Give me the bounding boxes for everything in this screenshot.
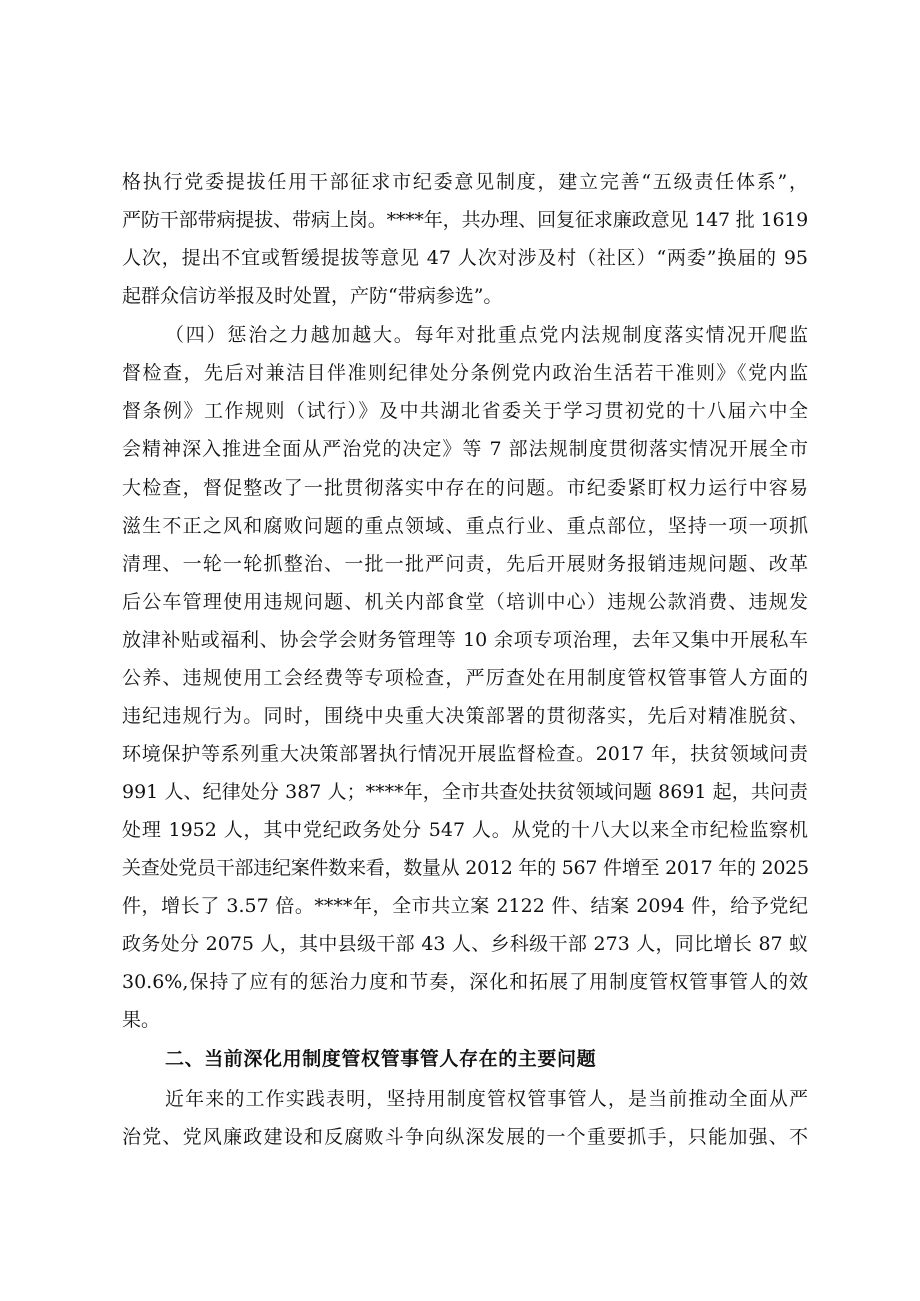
paragraph-line: 991 人、纪律处分 387 人；****年，全市共查处扶贫领域问题 8691 起，共问责 xyxy=(122,781,808,803)
paragraph-line: 督检查，先后对兼洁目伴准则纪律处分条例党内政治生活若干准则》《党内监 xyxy=(122,362,808,384)
paragraph-line: 件，增长了 3.57 倍。****年，全市共立案 2122 件、结案 2094 件，给予党纪 xyxy=(122,895,808,917)
paragraph-line: 果。 xyxy=(122,1009,161,1031)
paragraph-line: 关查处党员干部违纪案件数来看，数量从 2012 年的 567 件增至 2017 年的 2025 xyxy=(122,857,809,879)
paragraph-line: 违纪违规行为。同时，围绕中央重大决策部署的贯彻落实，先后对精准脱贫、 xyxy=(122,705,808,727)
paragraph-line: 30.6%,保持了应有的惩治力度和节奏，深化和拓展了用制度管权管事管人的效 xyxy=(122,971,808,993)
paragraph-line: 处理 1952 人，其中党纪政务处分 547 人。从党的十八大以来全市纪检监察机 xyxy=(122,819,808,841)
paragraph-line: 人次，提出不宜或暂缓提拔等意见 47 人次对涉及村（社区）“两委”换届的 95 xyxy=(122,247,808,269)
paragraph-line: 后公车管理使用违规问题、机关内部食堂（培训中心）违规公款消费、违规发 xyxy=(122,591,808,613)
paragraph-line: 治党、党风廉政建设和反腐败斗争向纵深发展的一个重要抓手，只能加强、不 xyxy=(122,1126,808,1148)
paragraph-line: （四）惩治之力越加越大。每年对批重点党内法规制度落实情况开爬监 xyxy=(165,324,808,346)
paragraph-line: 滋生不正之风和腐败问题的重点领域、重点行业、重点部位，坚持一项一项抓 xyxy=(122,515,808,537)
paragraph-line: 政务处分 2075 人，其中县级干部 43 人、乡科级干部 273 人，同比增长 87 蚁 xyxy=(122,933,808,955)
paragraph-line: 大检查，督促整改了一批贯彻落实中存在的问题。市纪委紧盯权力运行中容易 xyxy=(122,477,808,499)
paragraph-line: 环境保护等系列重大决策部署执行情况开展监督检查。2017 年，扶贫领域问责 xyxy=(122,743,808,765)
paragraph-line: 格执行党委提拔任用干部征求市纪委意见制度，建立完善“五级责任体系”， xyxy=(122,171,808,193)
paragraph-line: 会精神深入推进全面从严治党的决定》等 7 部法规制度贯彻落实情况开展全市 xyxy=(122,438,808,460)
paragraph-line: 清理、一轮一轮抓整治、一批一批严问责，先后开展财务报销违规问题、改革 xyxy=(122,553,808,575)
paragraph-line: 放津补贴或福利、协会学会财务管理等 10 余项专项治理，去年又集中开展私车 xyxy=(122,629,808,651)
paragraph-line: 严防干部带病提拔、带病上岗。****年，共办理、回复征求廉政意见 147 批 1619 xyxy=(122,209,808,231)
paragraph-line: 督条例》工作规则（试行）》及中共湖北省委关于学习贯初党的十八届六中全 xyxy=(122,400,808,422)
paragraph-line: 公养、违规使用工会经费等专项检查，严厉查处在用制度管权管事管人方面的 xyxy=(122,667,808,689)
section-heading: 二、当前深化用制度管权管事管人存在的主要问题 xyxy=(165,1048,597,1070)
paragraph-line: 近年来的工作实践表明，坚持用制度管权管事管人，是当前推动全面从严 xyxy=(165,1088,808,1110)
paragraph-line: 起群众信访举报及时处置，产防“带病参选”。 xyxy=(122,285,503,307)
